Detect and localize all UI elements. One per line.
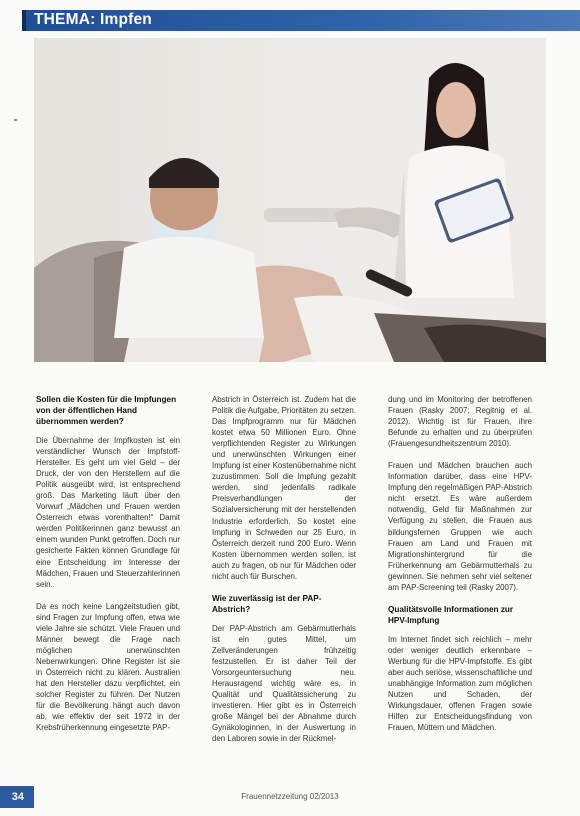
section-header <box>22 10 580 31</box>
paragraph: Der PAP-Abstrich am Gebärmutterhals ist ein gutes Mittel, um Zellveränderungen frühzeitig festzustellen. Er ist daher Teil der Vorsorgeuntersuchung neu. Herausragend wichtig wäre es, in Qualität und Qualitätssicherung zu investieren. Hier gibt es in Österreich große Mängel bei der Abnahme durch Gynäkologinnen, in der Auswertung in den Laboren sowie in der Rückmel- <box>212 623 356 744</box>
column-3 <box>388 394 532 744</box>
section-title: THEMA: Impfen <box>34 11 152 28</box>
paragraph: dung und im Monitoring der betroffenen Frauen (Rasky 2007; Regitnig et al. 2012). Wichtig ist für Frauen, ihre Befunde zu erhalten und zu überprüfen (Frauengesundheitszentrum 2010). <box>388 395 532 449</box>
subheading: Qualitätsvolle Informationen zur HPV-Impfung <box>388 604 514 625</box>
paragraph: Frauen und Mädchen brauchen auch Information darüber, dass eine HPV-Impfung den regelmäßigen PAP-Abstrich nicht ersetzt. Es wäre außerdem notwendig, Geld für Maßnahmen zur Verfügung zu stellen, die Frauen aus bildungsfernen Gruppen wie auch Frauen am Land und Frauen mit Migrationshintergrund für die Früherkennung am Gebärmutterhals zu gewinnen. Sie nehmen sehr viel seltener am PAP-Screening teil (Rasky 2007). <box>388 461 532 592</box>
footer-publication: Frauennetzzeitung 02/2013 <box>241 792 339 801</box>
paragraph: Abstrich in Österreich ist. Zudem hat die Politik die Aufgabe, Prioritäten zu setzen. Das Impfprogramm nur für Mädchen kostet etwa 50 Millionen Euro. Ohne verpflichtenden Register zu Wirkungen und unerwünschten Wirkungen einer Impfung ist einer Kostenübernahme nicht zuzustimmen. Soll die Impfung gezahlt werden, sind jedenfalls radikale Preisverhandlungen der Sozialversicherung mit der herstellenden Industrie erforderlich. So kostet eine Impfung in Schweden nur 25 Euro, in Österreich derzeit rund 200 Euro. Wenn Kosten übernommen werden sollen, ist auch zu fragen, ob nur für Mädchen oder nicht auch für Burschen. <box>212 395 356 581</box>
paragraph: Die Übernahme der Impfkosten ist ein verständlicher Wunsch der Impfstoff-Hersteller. Es geht um viel Geld – der Druck, der von den Herstellern auf die Politik ausgeübt wird, ist entsprechend groß. Das Marketing läuft über den Vorwurf „Mädchen und Frauen werden Österreich etwas vorenthalten!“ Damit werden Politikerinnen ganz bewusst an einem wunden Punkt getroffen. Doch nur gesicherte Fakten können Grundlage für eine Entscheidung im Interesse der Mädchen, Frauen und Steuerzahlerinnen sein. <box>36 436 180 589</box>
header-accent <box>22 10 26 31</box>
scan-speck <box>14 119 17 121</box>
subheading: Wie zuverlässig ist der PAP-Abstrich? <box>212 593 322 614</box>
page-number: 34 <box>0 786 34 808</box>
subheading: Sollen die Kosten für die Impfungen von der öffentlichen Hand übernommen werden? <box>36 395 177 426</box>
column-2 <box>212 394 356 755</box>
paragraph: Da es noch keine Langzeitstudien gibt, sind Fragen zur Impfung offen, etwa wie viele Jahre sie schützt. Viele Frauen und Männer bewegt die Frage nach möglichen unerwünschten Nebenwirkungen. Ohne Register ist sie in Österreich nicht zu klären. Australien hat den Hersteller dazu verpflichtet, ein solcher Register zu führen. Der Nutzen für die Bevölkerung hängt auch davon ab, wie effektiv der seit 1972 in der Krebsfrüherkennung eingesetzte PAP- <box>36 601 180 733</box>
article-photo <box>34 38 546 362</box>
column-1 <box>36 394 180 744</box>
photo-illustration <box>34 38 546 362</box>
paragraph: Im Internet findet sich reichlich – mehr oder weniger deutlich erkennbare – Werbung für die HPV-Impfstoffe. Es gibt aber auch seriöse, wissenschaftliche und unabhängige Information zum möglichen Nutzen und Schaden, der Wirkungsdauer, offenen Fragen sowie Hilfen zur Entscheidungsfindung von Frauen, Müttern und Mädchen. <box>388 634 532 733</box>
